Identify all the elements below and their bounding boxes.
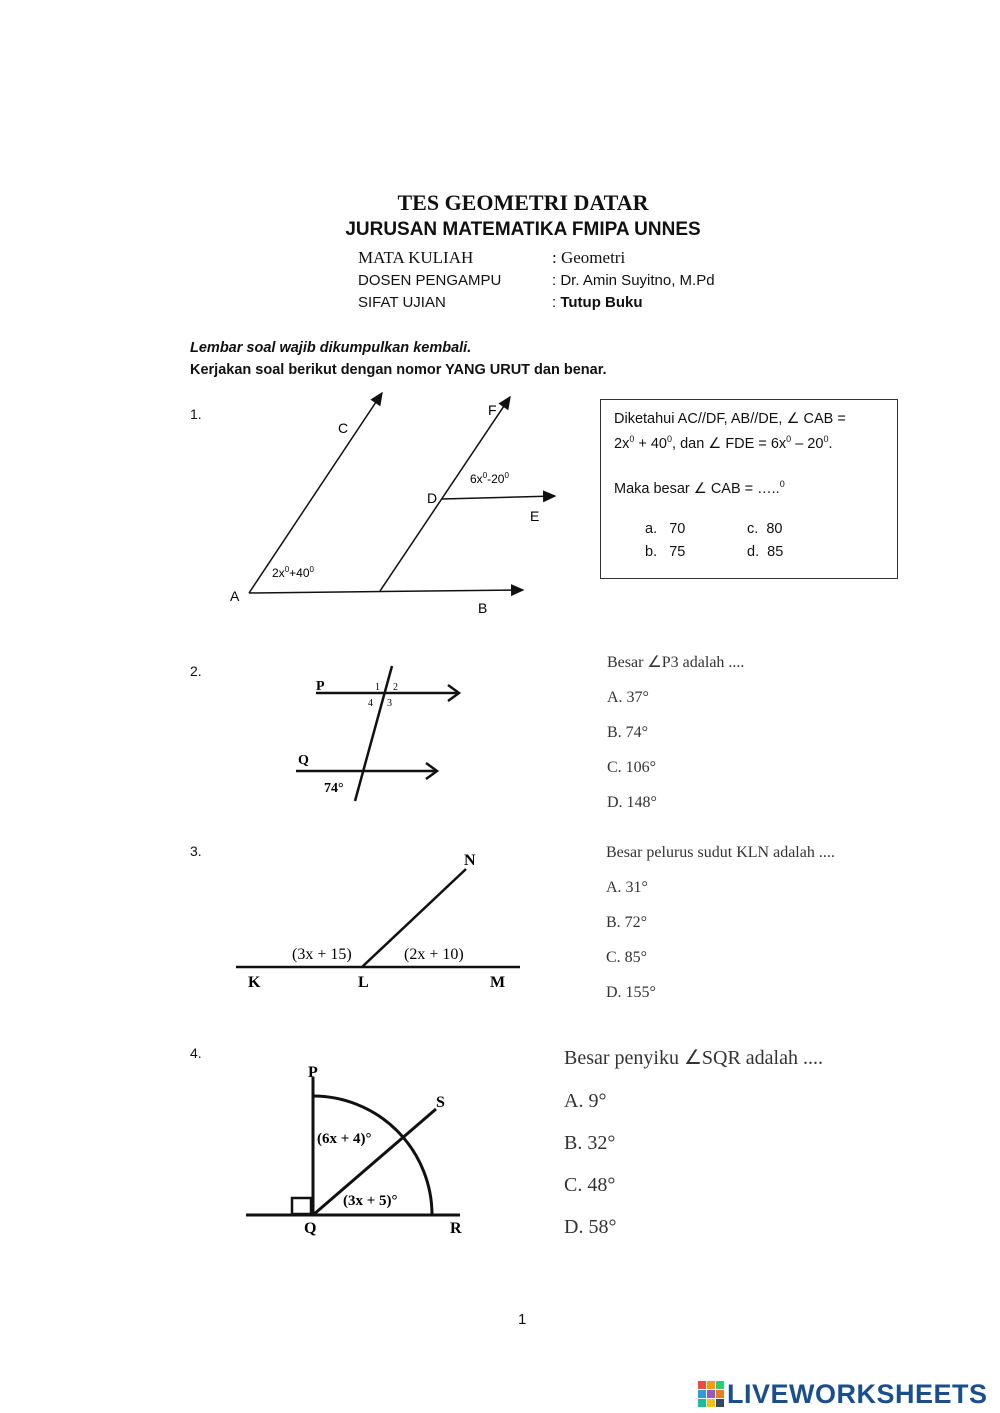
instruction-order: Kerjakan soal berikut dengan nomor YANG URUT dan benar.: [190, 362, 607, 378]
angle-number-3: 3: [387, 698, 392, 709]
logo-tile: [707, 1381, 715, 1389]
question-4-number: 4.: [190, 1045, 202, 1061]
question-2-option-a[interactable]: A. 37°: [607, 689, 649, 706]
label-e: E: [530, 508, 540, 524]
page-title: TES GEOMETRI DATAR: [397, 190, 649, 215]
question-2-stem: Besar ∠P3 adalah ....: [607, 654, 745, 671]
liveworksheets-logo[interactable]: [698, 1379, 988, 1409]
question-4-option-c[interactable]: C. 48°: [564, 1174, 616, 1196]
angle-d-label: $6x^0-20^0$: [470, 471, 509, 486]
exam-type-bold: Tutup Buku: [560, 294, 643, 311]
question-3-option-c[interactable]: C. 85°: [606, 949, 648, 966]
label-q: Q: [298, 753, 309, 768]
logo-tiles-icon: [698, 1381, 724, 1407]
label-c: C: [338, 420, 349, 436]
meta-label-exam-type: SIFAT UJIAN: [358, 294, 446, 311]
logo-tile: [707, 1390, 715, 1398]
line-df: [380, 397, 510, 591]
question-1-option-b[interactable]: b. 75: [645, 544, 686, 560]
question-4-figure: [240, 1055, 480, 1245]
question-1-stem-line3: Maka besar ∠ CAB = …..$^0$: [614, 479, 785, 497]
line-ab: [249, 590, 523, 593]
angle-number-1: 1: [375, 682, 380, 693]
question-1-option-a[interactable]: a. 70: [645, 521, 686, 537]
logo-tile: [707, 1399, 715, 1407]
label-f: F: [488, 402, 497, 418]
question-1-number: 1.: [190, 406, 202, 422]
question-3-option-b[interactable]: B. 72°: [606, 914, 648, 931]
question-2-option-b[interactable]: B. 74°: [607, 724, 649, 741]
line-ac: [249, 393, 382, 593]
angle-sqr-label: (3x + 5)°: [343, 1193, 398, 1209]
label-d: D: [427, 490, 438, 506]
question-1-option-d[interactable]: d. 85: [747, 544, 784, 560]
question-1-option-c[interactable]: c. 80: [747, 521, 783, 537]
page-subtitle: JURUSAN MATEMATIKA FMIPA UNNES: [345, 219, 701, 240]
meta-value-lecturer: : Dr. Amin Suyitno, M.Pd: [552, 272, 715, 289]
meta-value-course: : Geometri: [552, 248, 626, 267]
logo-tile: [716, 1399, 724, 1407]
question-4-option-b[interactable]: B. 32°: [564, 1132, 616, 1154]
logo-tile: [698, 1381, 706, 1389]
label-b: B: [478, 600, 488, 616]
meta-label-course: MATA KULIAH: [358, 248, 474, 267]
question-3-figure: [230, 845, 530, 995]
label-q: Q: [304, 1220, 317, 1237]
label-a: A: [230, 588, 240, 604]
label-k: K: [248, 974, 261, 991]
instruction-collect: Lembar soal wajib dikumpulkan kembali.: [190, 340, 472, 356]
label-m: M: [490, 974, 506, 991]
brand-name: LIVEWORKSHEETS: [727, 1378, 988, 1409]
label-p: P: [316, 679, 325, 694]
question-2-option-d[interactable]: D. 148°: [607, 794, 657, 811]
line-de: [442, 496, 555, 499]
logo-tile: [698, 1399, 706, 1407]
right-angle-mark: [292, 1198, 311, 1214]
question-2-number: 2.: [190, 663, 202, 679]
question-4-option-a[interactable]: A. 9°: [564, 1090, 607, 1112]
page-number: 1: [518, 1311, 527, 1328]
question-2-figure: [290, 660, 480, 810]
label-l: L: [358, 974, 369, 991]
angle-nlm-label: (2x + 10): [404, 946, 464, 963]
question-1-figure: [220, 385, 570, 620]
question-1-stem-line1: Diketahui AC//DF, AB//DE, ∠ CAB =: [614, 411, 846, 427]
question-1-box: [600, 399, 898, 579]
label-p: P: [308, 1064, 318, 1081]
label-r: R: [450, 1220, 462, 1237]
angle-number-4: 4: [368, 698, 373, 709]
question-2-option-c[interactable]: C. 106°: [607, 759, 657, 776]
angle-a-label: $2x^0+40^0$: [272, 565, 314, 580]
logo-tile: [716, 1381, 724, 1389]
meta-value-exam-type: : Tutup Buku: [552, 294, 643, 311]
angle-74-label: 74°: [324, 781, 344, 796]
angle-pqs-label: (6x + 4)°: [317, 1131, 372, 1147]
label-s: S: [436, 1094, 445, 1111]
question-3-number: 3.: [190, 843, 202, 859]
question-3-stem: Besar pelurus sudut KLN adalah ....: [606, 844, 835, 861]
angle-kln-label: (3x + 15): [292, 946, 352, 963]
question-4-stem: Besar penyiku ∠SQR adalah ....: [564, 1047, 823, 1069]
logo-tile: [698, 1390, 706, 1398]
question-4-option-d[interactable]: D. 58°: [564, 1216, 617, 1238]
line-transversal: [355, 666, 392, 801]
angle-number-2: 2: [393, 682, 398, 693]
label-n: N: [464, 852, 476, 869]
logo-tile: [716, 1390, 724, 1398]
question-3-option-a[interactable]: A. 31°: [606, 879, 648, 896]
question-1-stem-line2: $2x^0 + 40^0$, dan ∠ FDE = $6x^0 - 20^0$.: [614, 434, 833, 452]
meta-label-lecturer: DOSEN PENGAMPU: [358, 272, 502, 289]
question-3-option-d[interactable]: D. 155°: [606, 984, 656, 1001]
